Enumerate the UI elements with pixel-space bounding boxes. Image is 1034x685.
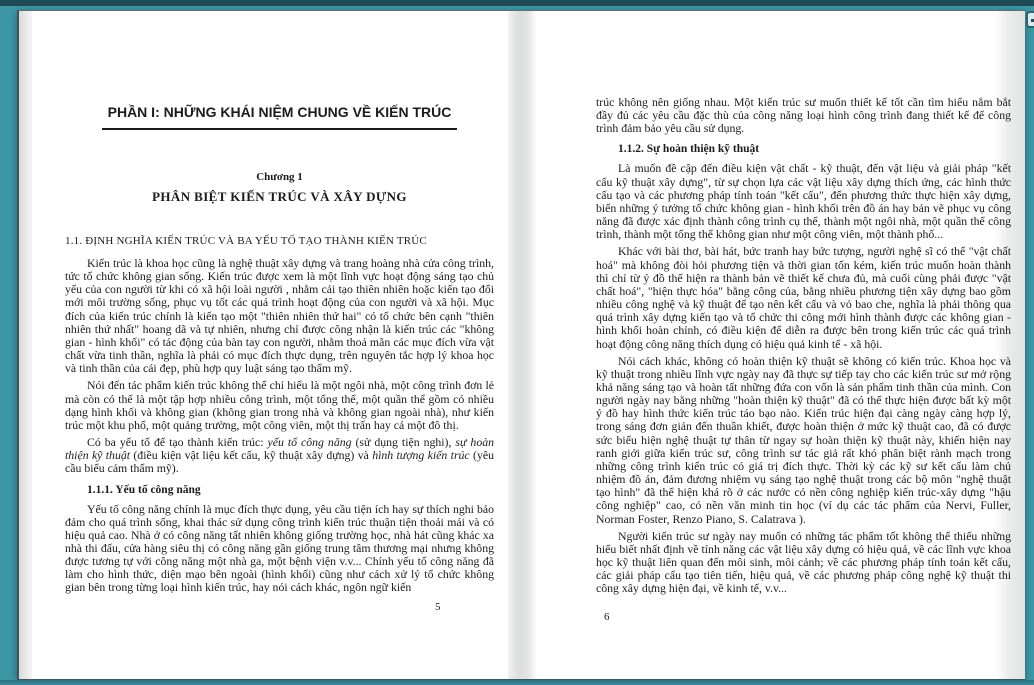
text-run: (sử dụng tiện nghi), — [351, 435, 456, 450]
subsection-heading: 1.1.1. Yếu tố công năng — [87, 483, 201, 496]
subsection-heading: 1.1.2. Sự hoàn thiện kỹ thuật — [618, 143, 760, 156]
page-gutter — [508, 11, 536, 679]
page-number-right: 6 — [604, 611, 610, 623]
text-run: Có ba yếu tố để tạo thành kiến trúc: — [87, 435, 268, 450]
paragraph: Yếu tố công năng chính là mục đích thực dụng, yêu cầu tiện ích hay sự thích nghi bảo đảm cho quá trình sống, khai thác sử dụng công trình kiến trúc thuận tiện thoải mái và có hiệu quả cao. Nhà ở có công năng tất nhiên không giống trường học, nhà hát cũng khác xa nhà thi đấu, cửa hàng siêu thị có công năng gần giống trung tâm thương mại nhưng không được tương tự với công năng một nhà ga, một bệnh viện v.v... Chính yếu tố công năng đã làm cho hình thức, diện mạo bên ngoài (hình khối) cũng như cách xử lý tổ chức không gian bên trong từng loại hình kiến trúc, hay nói cách khác, ngôn ngữ kiến — [65, 501, 494, 595]
paragraph: Người kiến trúc sư ngày nay muốn có những tác phẩm tốt không thể thiếu những hiểu biết nhất định về tính năng các vật liệu xây dựng có hiệu quả, về các lĩnh vực khoa học kỹ thuật liên quan đến môi sinh, môi cảnh; về các phương pháp tính toán kết cấu, các giải pháp cấu tạo tiên tiến, hiệu quả, về các phương pháp công nghệ kỹ thuật thi công xây dựng hiện đại, về kinh tế, v.v... — [596, 528, 1011, 596]
italic-term: sự hoàn thiện kỹ thuật — [65, 435, 495, 463]
paragraph — [65, 436, 494, 475]
left-page — [65, 104, 494, 599]
paragraph-continued: trúc không nên giống nhau. Một kiến trúc sư muốn thiết kế tốt cần tìm hiểu nắm bắt đầy đủ các yêu cầu đặc thù của công năng loại hình công trình đang thiết kế để công trình đảm bảo yêu cầu sử dụng. — [596, 95, 1011, 136]
chapter-title: PHÂN BIỆT KIẾN TRÚC VÀ XÂY DỰNG — [152, 189, 407, 204]
viewer-top-bar — [0, 0, 1034, 6]
paragraph: Kiến trúc là khoa học cũng là nghệ thuật xây dựng và trang hoàng nhà cửa công trình, tức tổ chức không gian sống. Kiến trúc được xem là một lĩnh vực hoạt động sáng tạo chủ yếu của con người từ khi có xã hội loài người , nhằm cải tạo thiên nhiên hoặc kiến tạo đổi mới môi trường sống, phục vụ tốt các quá trình hoạt động của con người và xã hội. Mục đích của kiến trúc chính là kiến tạo một "thiên nhiên thứ hai" có tổ chức bên cạnh "thiên nhiên thứ nhất" hoang dã và tự nhiên, nhưng chỉ được công nhận là kiến trúc các "không gian - hình khối" có tác động của bàn tay con người, nhằm thoả mãn các mục đích vừa vật chất vừa tinh thần, nghĩa là phải có mục đích thực dụng, trên nguyên tắc hợp lý khoa học và tinh thần của cái đẹp, phù hợp quy luật sáng tạo thẩm mỹ. — [65, 256, 494, 376]
section-heading: 1.1. ĐỊNH NGHĨA KIẾN TRÚC VÀ BA YẾU TỐ TẠO THÀNH KIẾN TRÚC — [65, 235, 427, 247]
italic-term: yếu tố công năng — [267, 435, 352, 450]
paragraph: Nói đến tác phẩm kiến trúc không thể chỉ hiểu là một ngôi nhà, một công trình đơn lẻ mà còn có thể là một tập hợp nhiều công trình, một tổng thể, một quần thể gồm có nhiều dạng hình khối và không gian (không gian trong nhà và không gian ngoài nhà), như kiến trúc một khu phố, một quảng trường, một công viên, một thị trấn hay cả một đô thị. — [65, 378, 494, 432]
paragraph: Nói cách khác, không có hoàn thiện kỹ thuật sẽ không có kiến trúc. Khoa học và kỹ thuật trong nhiều lĩnh vực ngày nay đã thực sự tiếp tay cho các kiến trúc sư mở rộng khả năng sáng tạo và hoàn tất những đứa con vốn là sản phẩm tinh thần của mình. Con người ngày nay bằng những "hoàn thiện kỹ thuật" đã có thể thực hiện được bất kỳ một ý đồ hay hình thức kiến trúc táo bạo nào. Kiến trúc hiện đại càng ngày càng hợp lý, trong sáng đơn giản đến thuần khiết, được hoàn thiện ở mức kỹ thuật cao, đã có được sức biểu hiện nghệ thuật tự thân từ ngay sự hoàn thiện kỹ thuật này, khiến hiện nay ranh giới giữa kiến trúc sư, công trình sư tác giả rất khó phân biệt rành mạch trong những công trình kiến trúc có giá trị đích thực. Thời kỳ các kỹ sư kết cấu làm chủ nhiệm đồ án, đảm đương nhiệm vụ sáng tạo nghệ thuật trong các bộ môn "nghệ thuật tạo hình" đã thể hiện khá rõ ở các nước có nền công nghiệp kiến trúc-xây dựng "hậu công nghiệp" cao, có nền văn minh tin học (ví dụ các tác phẩm của Nervi, Fuller, Norman Foster, Renzo Piano, S. Calatrava ). — [596, 353, 1011, 526]
paragraph: Khác với bài thơ, bài hát, bức tranh hay bức tượng, người nghệ sĩ có thể "vật chất hoá" mà không đòi hỏi phương tiện và thời gian tốn kém, kiến trúc muốn hoàn thành thì chỉ từ ý đồ thể hiện ra thành bản vẽ thiết kế chưa đủ, mà cuối cùng phải được "vật chất hoá", "hiện thực hóa" bằng công của, bằng nhiều phương tiện xây dựng bao gồm nhiều công nghệ và kỹ thuật để tạo nên kết cấu và vỏ bao che, nghĩa là phải thông qua quá trình xây dựng kiến tạo và tổ chức thi công mới hình thành được các không gian - hình khối hoàn chỉnh, có điều kiện để diễn ra được bên trong kiến trúc các quá trình hoạt động công năng thích dụng có hiệu quả kinh tế - xã hội. — [596, 244, 1011, 351]
text-run: (yêu cầu biểu cảm thẩm mỹ). — [65, 448, 494, 476]
paragraph: Là muốn đề cập đến điều kiện vật chất - kỹ thuật, đến vật liệu và giải pháp "kết cấu kỹ thuật xây dựng", từ sự chọn lựa các vật liệu xây dựng thích ứng, các hình thức cấu tạo và các phương pháp tính toán "kết cấu", đến phương thức thực hiện xây dựng, biến những ý tưởng tổ chức không gian - hình khối trên đồ án hay bản vẽ phục vụ công năng đã được xác định thành công trình cụ thể, thành một ngôi nhà, một quần thể công trình, thành một tổng thể không gian như một công viên, một thành phố... — [596, 161, 1011, 242]
text-run: (điều kiện vật liệu kết cấu, kỹ thuật xây dựng) và — [130, 448, 373, 463]
page-left-edge — [19, 11, 32, 679]
page-number-left: 5 — [435, 601, 441, 613]
viewer-bottom-bar — [0, 680, 1034, 685]
chapter-label: Chương 1 — [256, 171, 303, 183]
book-spread — [17, 10, 1025, 680]
italic-term: hình tượng kiến trúc — [372, 448, 470, 463]
collapse-button[interactable] — [1026, 11, 1034, 28]
right-page — [596, 96, 1011, 599]
part-title: PHẦN I: NHỮNG KHÁI NIỆM CHUNG VỀ KIẾN TRÚC — [102, 104, 458, 130]
